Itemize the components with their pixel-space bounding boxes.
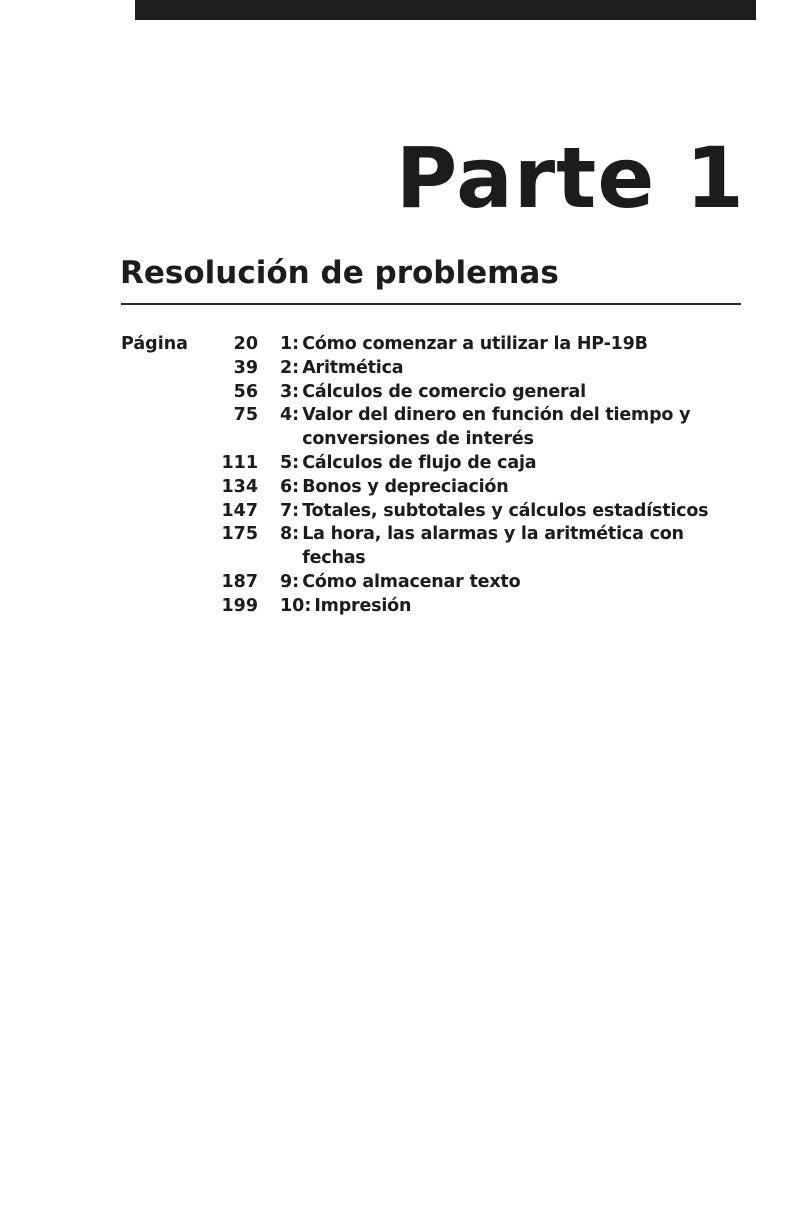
toc-entry-6[interactable] (200, 476, 760, 500)
toc-entry-1[interactable] (200, 333, 760, 357)
toc-page-number: 134 (221, 476, 258, 497)
toc-entry-2[interactable] (200, 357, 760, 381)
toc-chapter-title: Cálculos de flujo de caja (302, 452, 537, 473)
toc-chapter-number: 7: (280, 500, 300, 521)
toc-entry-10[interactable] (200, 595, 760, 619)
toc-chapter-number: 9: (280, 571, 300, 592)
toc-entry-5[interactable] (200, 452, 760, 476)
toc-page-number: 187 (221, 571, 258, 592)
toc-entry-3[interactable] (200, 381, 760, 405)
toc-chapter-title: Cómo almacenar texto (302, 571, 521, 592)
toc-page-number: 111 (221, 452, 258, 473)
toc-page-number: 75 (233, 405, 258, 426)
toc-entry-8[interactable] (200, 523, 760, 571)
page-column-label: Página (121, 334, 188, 354)
header-bar (135, 0, 756, 20)
toc-chapter-title: Cálculos de comercio general (302, 381, 586, 402)
section-title: Resolución de problemas (120, 255, 559, 291)
toc-chapter-title: Bonos y depreciación (302, 476, 509, 497)
toc-chapter-title: Valor del dinero en función del tiempo y conversiones de interés (302, 405, 691, 450)
toc-chapter-number: 3: (280, 381, 300, 402)
toc-page-number: 56 (233, 381, 258, 402)
toc-chapter-number: 2: (280, 357, 300, 378)
section-divider (121, 303, 741, 305)
toc-page-number: 175 (221, 524, 258, 545)
toc-chapter-title: Totales, subtotales y cálculos estadísticos (302, 500, 709, 521)
toc-page-number: 147 (221, 500, 258, 521)
toc-chapter-number: 10: (280, 595, 312, 616)
toc-chapter-number: 1: (280, 334, 300, 354)
toc-page-number: 20 (233, 334, 258, 354)
toc-chapter-number: 8: (280, 524, 300, 545)
toc-chapter-number: 6: (280, 476, 300, 497)
part-title: Parte 1 (395, 129, 745, 227)
toc-chapter-title: Aritmética (302, 357, 404, 378)
table-of-contents (200, 333, 760, 619)
toc-entry-9[interactable] (200, 571, 760, 595)
toc-chapter-title: Impresión (314, 595, 412, 616)
toc-page-number: 39 (233, 357, 258, 378)
toc-entry-4[interactable] (200, 404, 760, 452)
toc-entry-7[interactable] (200, 500, 760, 524)
toc-chapter-title: La hora, las alarmas y la aritmética con fechas (302, 524, 684, 569)
toc-chapter-title: Cómo comenzar a utilizar la HP-19B (302, 334, 648, 354)
toc-chapter-number: 4: (280, 405, 300, 426)
toc-page-number: 199 (221, 595, 258, 616)
toc-chapter-number: 5: (280, 452, 300, 473)
